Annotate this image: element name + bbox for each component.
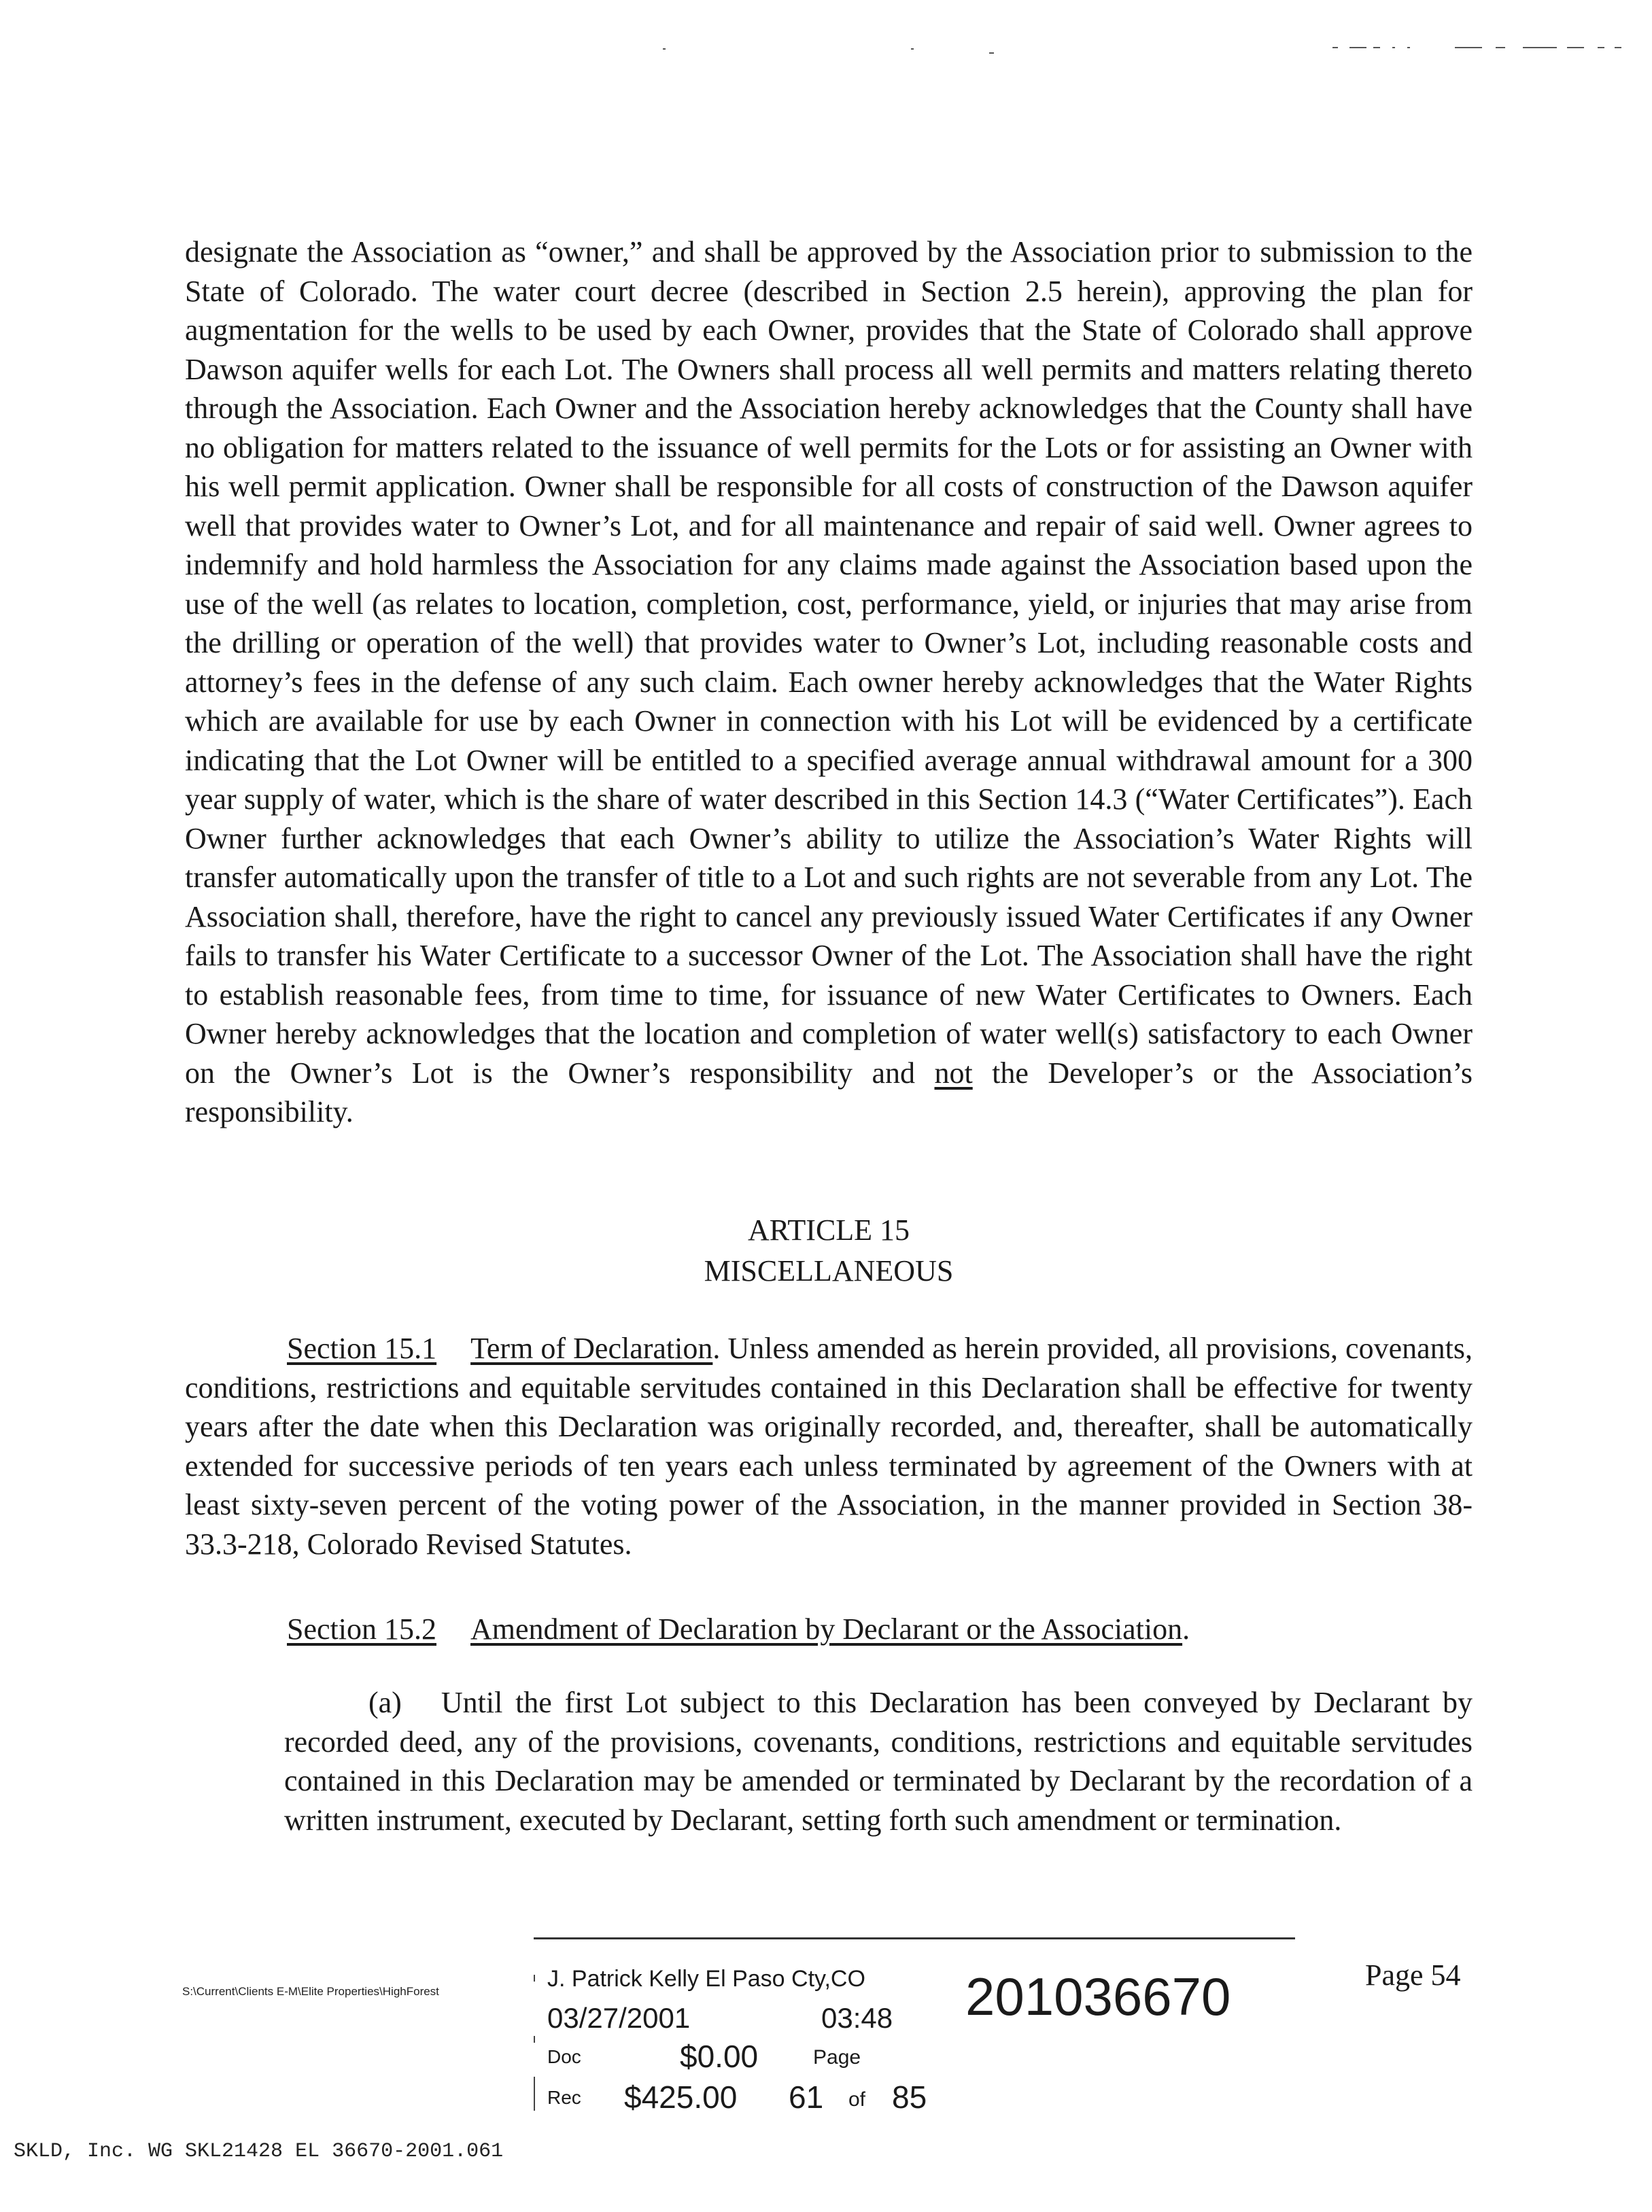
section-15-1-label: Section 15.1 bbox=[287, 1332, 437, 1365]
stamp-rec-label: Rec bbox=[547, 2087, 581, 2108]
section-15-2-a bbox=[284, 1683, 1473, 1839]
stamp-total-pages: 85 bbox=[892, 2079, 927, 2115]
stamp-doc-label: Doc bbox=[547, 2046, 581, 2067]
scan-artifacts bbox=[0, 0, 1652, 82]
page-number: Page 54 bbox=[1365, 1958, 1461, 1992]
section-15-2-label: Section 15.2 bbox=[287, 1612, 436, 1646]
file-path: S:\Current\Clients E-M\Elite Properties\HighForest bbox=[182, 1985, 439, 1998]
stamp-time: 03:48 bbox=[821, 2002, 893, 2034]
stamp-divider bbox=[534, 1937, 1295, 1939]
section-15-1-heading: Term of Declaration bbox=[470, 1332, 713, 1365]
article-number: ARTICLE 15 bbox=[747, 1213, 910, 1247]
section-15-1 bbox=[185, 1329, 1473, 1563]
stamp-date: 03/27/2001 bbox=[547, 2002, 691, 2034]
stamp-of-label: of bbox=[848, 2088, 866, 2111]
section-15-2-heading: Amendment of Declaration by Declarant or the Association bbox=[470, 1612, 1183, 1646]
section-15-2-heading-end: . bbox=[1182, 1612, 1190, 1646]
stamp-page-number: 61 bbox=[789, 2079, 824, 2115]
stamp-rec-fee: $425.00 bbox=[624, 2079, 738, 2115]
section-15-1-text: . Unless amended as herein provided, all provisions, covenants, conditions, restrictions and equitable servitudes contained in this Declaration shall be effective for twenty years after the date when this Declaration was originally recorded, and, thereafter, shall be automatically extended for successive periods of ten years each unless terminated by agreement of the Owners with at least sixty-seven percent of the voting power of the Association, in the manner provided in Section 38-33.3-218, Colorado Revised Statutes. bbox=[185, 1332, 1473, 1561]
section-15-2 bbox=[185, 1610, 1473, 1649]
stamp-reception-number: 201036670 bbox=[965, 1967, 1231, 2026]
continuation-text: designate the Association as “owner,” and shall be approved by the Association prior to submission to the State of Colorado. The water court decree (described in Section 2.5 herein), approving the plan for augmentation for the wells to be used by each Owner, provides that the State of Colorado shall approve Dawson aquifer wells for each Lot. The Owners shall process all well permits and matters relating thereto through the Association. Each Owner and the Association hereby acknowledges that the County shall have no obligation for matters related to the issuance of well permits for the Lots or for assisting an Owner with his well permit application. Owner shall be responsible for all costs of construction of the Dawson aquifer well that provides water to Owner’s Lot, and for all maintenance and repair of said well. Owner agrees to indemnify and hold harmless the Association for any claims made against the Association based upon the use of the well (as relates to location, completion, cost, performance, yield, or injuries that may arise from the drilling or operation of the well) that provides water to Owner’s Lot, including reasonable costs and attorney’s fees in the defense of any such claim. Each owner hereby acknowledges that the Water Rights which are available for use by each Owner in connection with his Lot will be evidenced by a certificate indicating that the Lot Owner will be entitled to a specified average annual withdrawal amount for a 300 year supply of water, which is the share of water described in this Section 14.3 (“Water Certificates”). Each Owner further acknowledges that each Owner’s ability to utilize the Association’s Water Rights will transfer automatically upon the transfer of title to a Lot and such rights are not severable from any Lot. The Association shall, therefore, have the right to cancel any previously issued Water Certificates if any Owner fails to transfer his Water Certificate to a successor Owner of the Lot. The Association shall have the right to establish reasonable fees, from time to time, for issuance of new Water Certificates to Owners. Each Owner hereby acknowledges that the location and completion of water well(s) satisfactory to each Owner on the Owner’s Lot is the Owner’s responsibility and bbox=[185, 235, 1473, 1090]
emphasis-not: not bbox=[934, 1056, 973, 1090]
article-title: MISCELLANEOUS bbox=[704, 1254, 954, 1288]
subsection-a-label: (a) bbox=[368, 1686, 402, 1719]
stamp-page-label: Page bbox=[813, 2046, 861, 2069]
continuation-paragraph bbox=[185, 232, 1473, 1132]
document-id: SKLD, Inc. WG SKL21428 EL 36670-2001.061 bbox=[14, 2140, 504, 2163]
continuation-end: the Developer’s or the Association’s responsibility. bbox=[185, 1056, 1473, 1128]
stamp-doc-fee: $0.00 bbox=[680, 2039, 759, 2074]
stamp-bracket bbox=[530, 1975, 538, 2111]
subsection-a-text: Until the first Lot subject to this Declaration has been conveyed by Declarant by recorded deed, any of the provisions, covenants, conditions, restrictions and equitable servitudes contained in this Declaration may be amended or terminated by Declarant by the recordation of a written instrument, executed by Declarant, setting forth such amendment or termination. bbox=[284, 1686, 1473, 1837]
stamp-recorder: J. Patrick Kelly El Paso Cty,CO bbox=[547, 1966, 865, 1992]
